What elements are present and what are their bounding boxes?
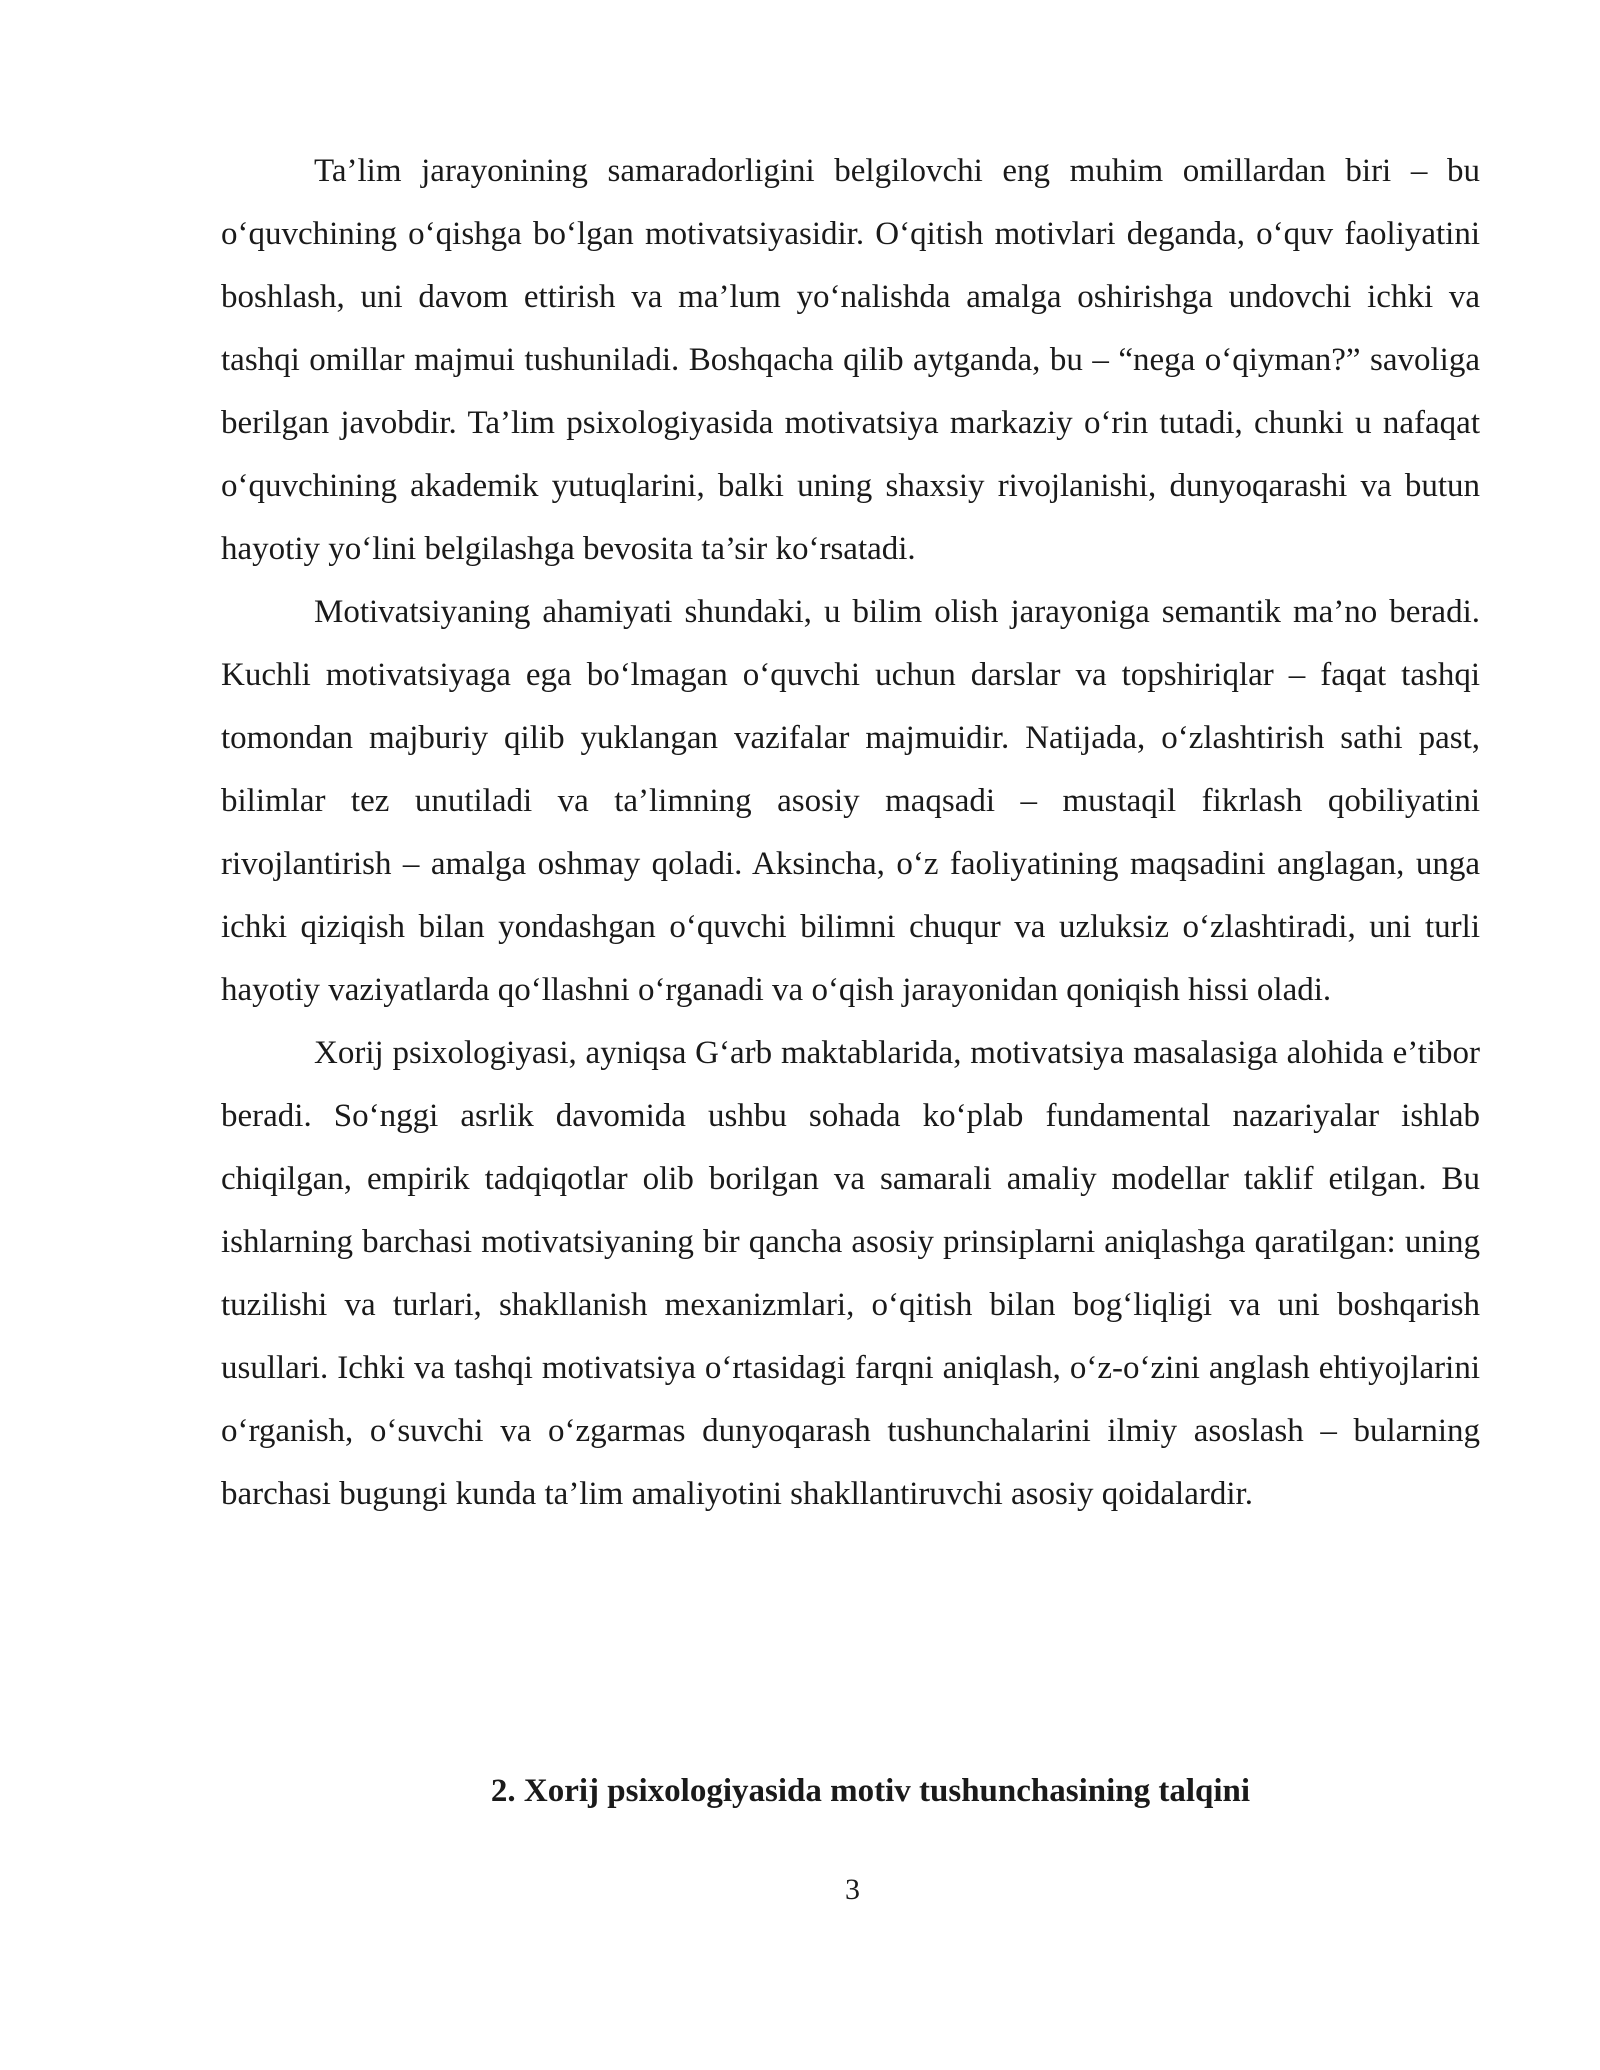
page-number: 3 bbox=[845, 1873, 860, 1906]
section-heading: 2. Xorij psixologiyasida motiv tushunchasining talqini bbox=[490, 1773, 1251, 1809]
paragraph-3: Xorij psixologiyasi, ayniqsa G‘arb maktablarida, motivatsiya masalasiga alohida e’tibor beradi. So‘nggi asrlik davomida ushbu sohada ko‘plab fundamental nazariyalar ishlab chiqilgan, empirik tadqiqotlar olib borilgan va samarali amaliy modellar taklif etilgan. Bu ishlarning barchasi motivatsiyaning bir qancha asosiy prinsiplarni aniqlashga qaratilgan: uning tuzilishi va turlari, shakllanish mexanizmlari, o‘qitish bilan bog‘liqligi va uni boshqarish usullari. Ichki va tashqi motivatsiya o‘rtasidagi farqni aniqlash, o‘z-o‘zini anglash ehtiyojlarini o‘rganish, o‘suvchi va o‘zgarmas dunyoqarash tushunchalarini ilmiy asoslash – bularning barchasi bugungi kunda ta’lim amaliyotini shakllantiruvchi asosiy qoidalardir. bbox=[221, 1035, 1480, 1512]
paragraph-1: Ta’lim jarayonining samaradorligini belgilovchi eng muhim omillardan biri – bu o‘quvchining o‘qishga bo‘lgan motivatsiyasidir. O‘qitish motivlari deganda, o‘quv faoliyatini boshlash, uni davom ettirish va ma’lum yo‘nalishda amalga oshirishga undovchi ichki va tashqi omillar majmui tushuniladi. Boshqacha qilib aytganda, bu – “nega o‘qiyman?” savoliga berilgan javobdir. Ta’lim psixologiyasida motivatsiya markaziy o‘rin tutadi, chunki u nafaqat o‘quvchining akademik yutuqlarini, balki uning shaxsiy rivojlanishi, dunyoqarashi va butun hayotiy yo‘lini belgilashga bevosita ta’sir ko‘rsatadi. bbox=[221, 153, 1480, 567]
body-text bbox=[221, 140, 1480, 1526]
paragraph-2: Motivatsiyaning ahamiyati shundaki, u bilim olish jarayoniga semantik ma’no beradi. Kuchli motivatsiyaga ega bo‘lmagan o‘quvchi uchun darslar va topshiriqlar – faqat tashqi tomondan majburiy qilib yuklangan vazifalar majmuidir. Natijada, o‘zlashtirish sathi past, bilimlar tez unutiladi va ta’limning asosiy maqsadi – mustaqil fikrlash qobiliyatini rivojlantirish – amalga oshmay qoladi. Aksincha, o‘z faoliyatining maqsadini anglagan, unga ichki qiziqish bilan yondashgan o‘quvchi bilimni chuqur va uzluksiz o‘zlashtiradi, uni turli hayotiy vaziyatlarda qo‘llashni o‘rganadi va o‘qish jarayonidan qoniqish hissi oladi. bbox=[221, 594, 1480, 1008]
